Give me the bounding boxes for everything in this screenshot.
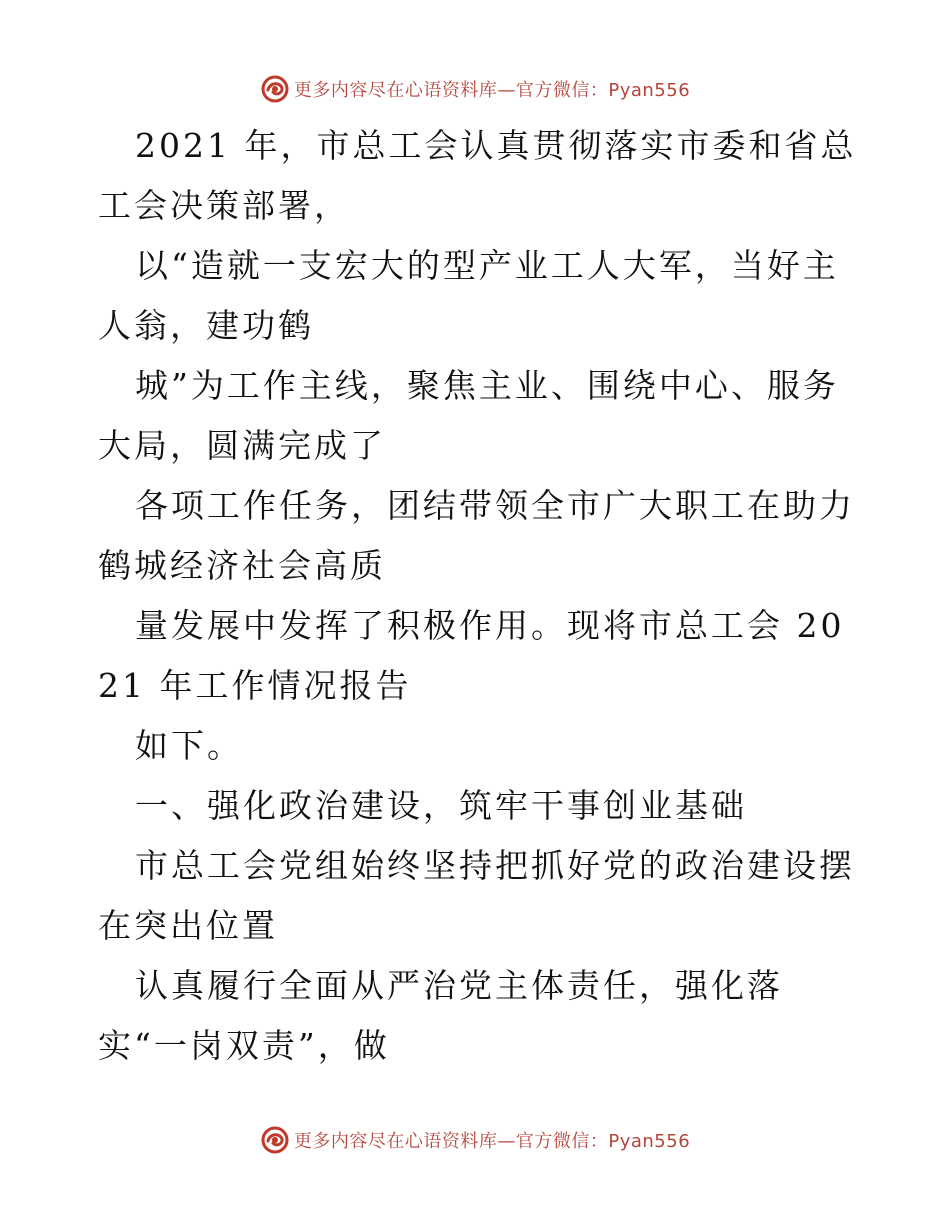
paragraph-1: 2021 年，市总工会认真贯彻落实市委和省总工会决策部署， xyxy=(98,126,857,225)
footer-watermark xyxy=(0,1123,950,1157)
paragraph-3: 城”为工作主线，聚焦主业、围绕中心、服务大局，圆满完成了 xyxy=(98,366,839,465)
watermark-text: 更多内容尽在心语资料库—官方微信：Pyan556 xyxy=(293,80,691,101)
paragraph-5: 量发展中发挥了积极作用。现将市总工会 2021 年工作情况报告 xyxy=(98,606,845,705)
paragraph-7: 市总工会党组始终坚持把抓好党的政治建设摆在突出位置 xyxy=(98,846,855,945)
watermark-text: 更多内容尽在心语资料库—官方微信：Pyan556 xyxy=(293,1131,691,1152)
red-swirl-logo-icon xyxy=(260,1125,290,1155)
header-watermark xyxy=(0,72,950,106)
paragraph-6: 如下。 xyxy=(135,726,243,765)
paragraph-8: 认真履行全面从严治党主体责任，强化落实“一岗双责”，做 xyxy=(98,966,783,1065)
paragraph-2: 以“造就一支宏大的型产业工人大军，当好主人翁，建功鹤 xyxy=(98,246,839,345)
red-swirl-logo-icon xyxy=(260,74,290,104)
document-body xyxy=(98,116,858,1076)
paragraph-4: 各项工作任务，团结带领全市广大职工在助力鹤城经济社会高质 xyxy=(98,486,855,585)
section-heading-1: 一、强化政治建设，筑牢干事创业基础 xyxy=(135,786,747,825)
